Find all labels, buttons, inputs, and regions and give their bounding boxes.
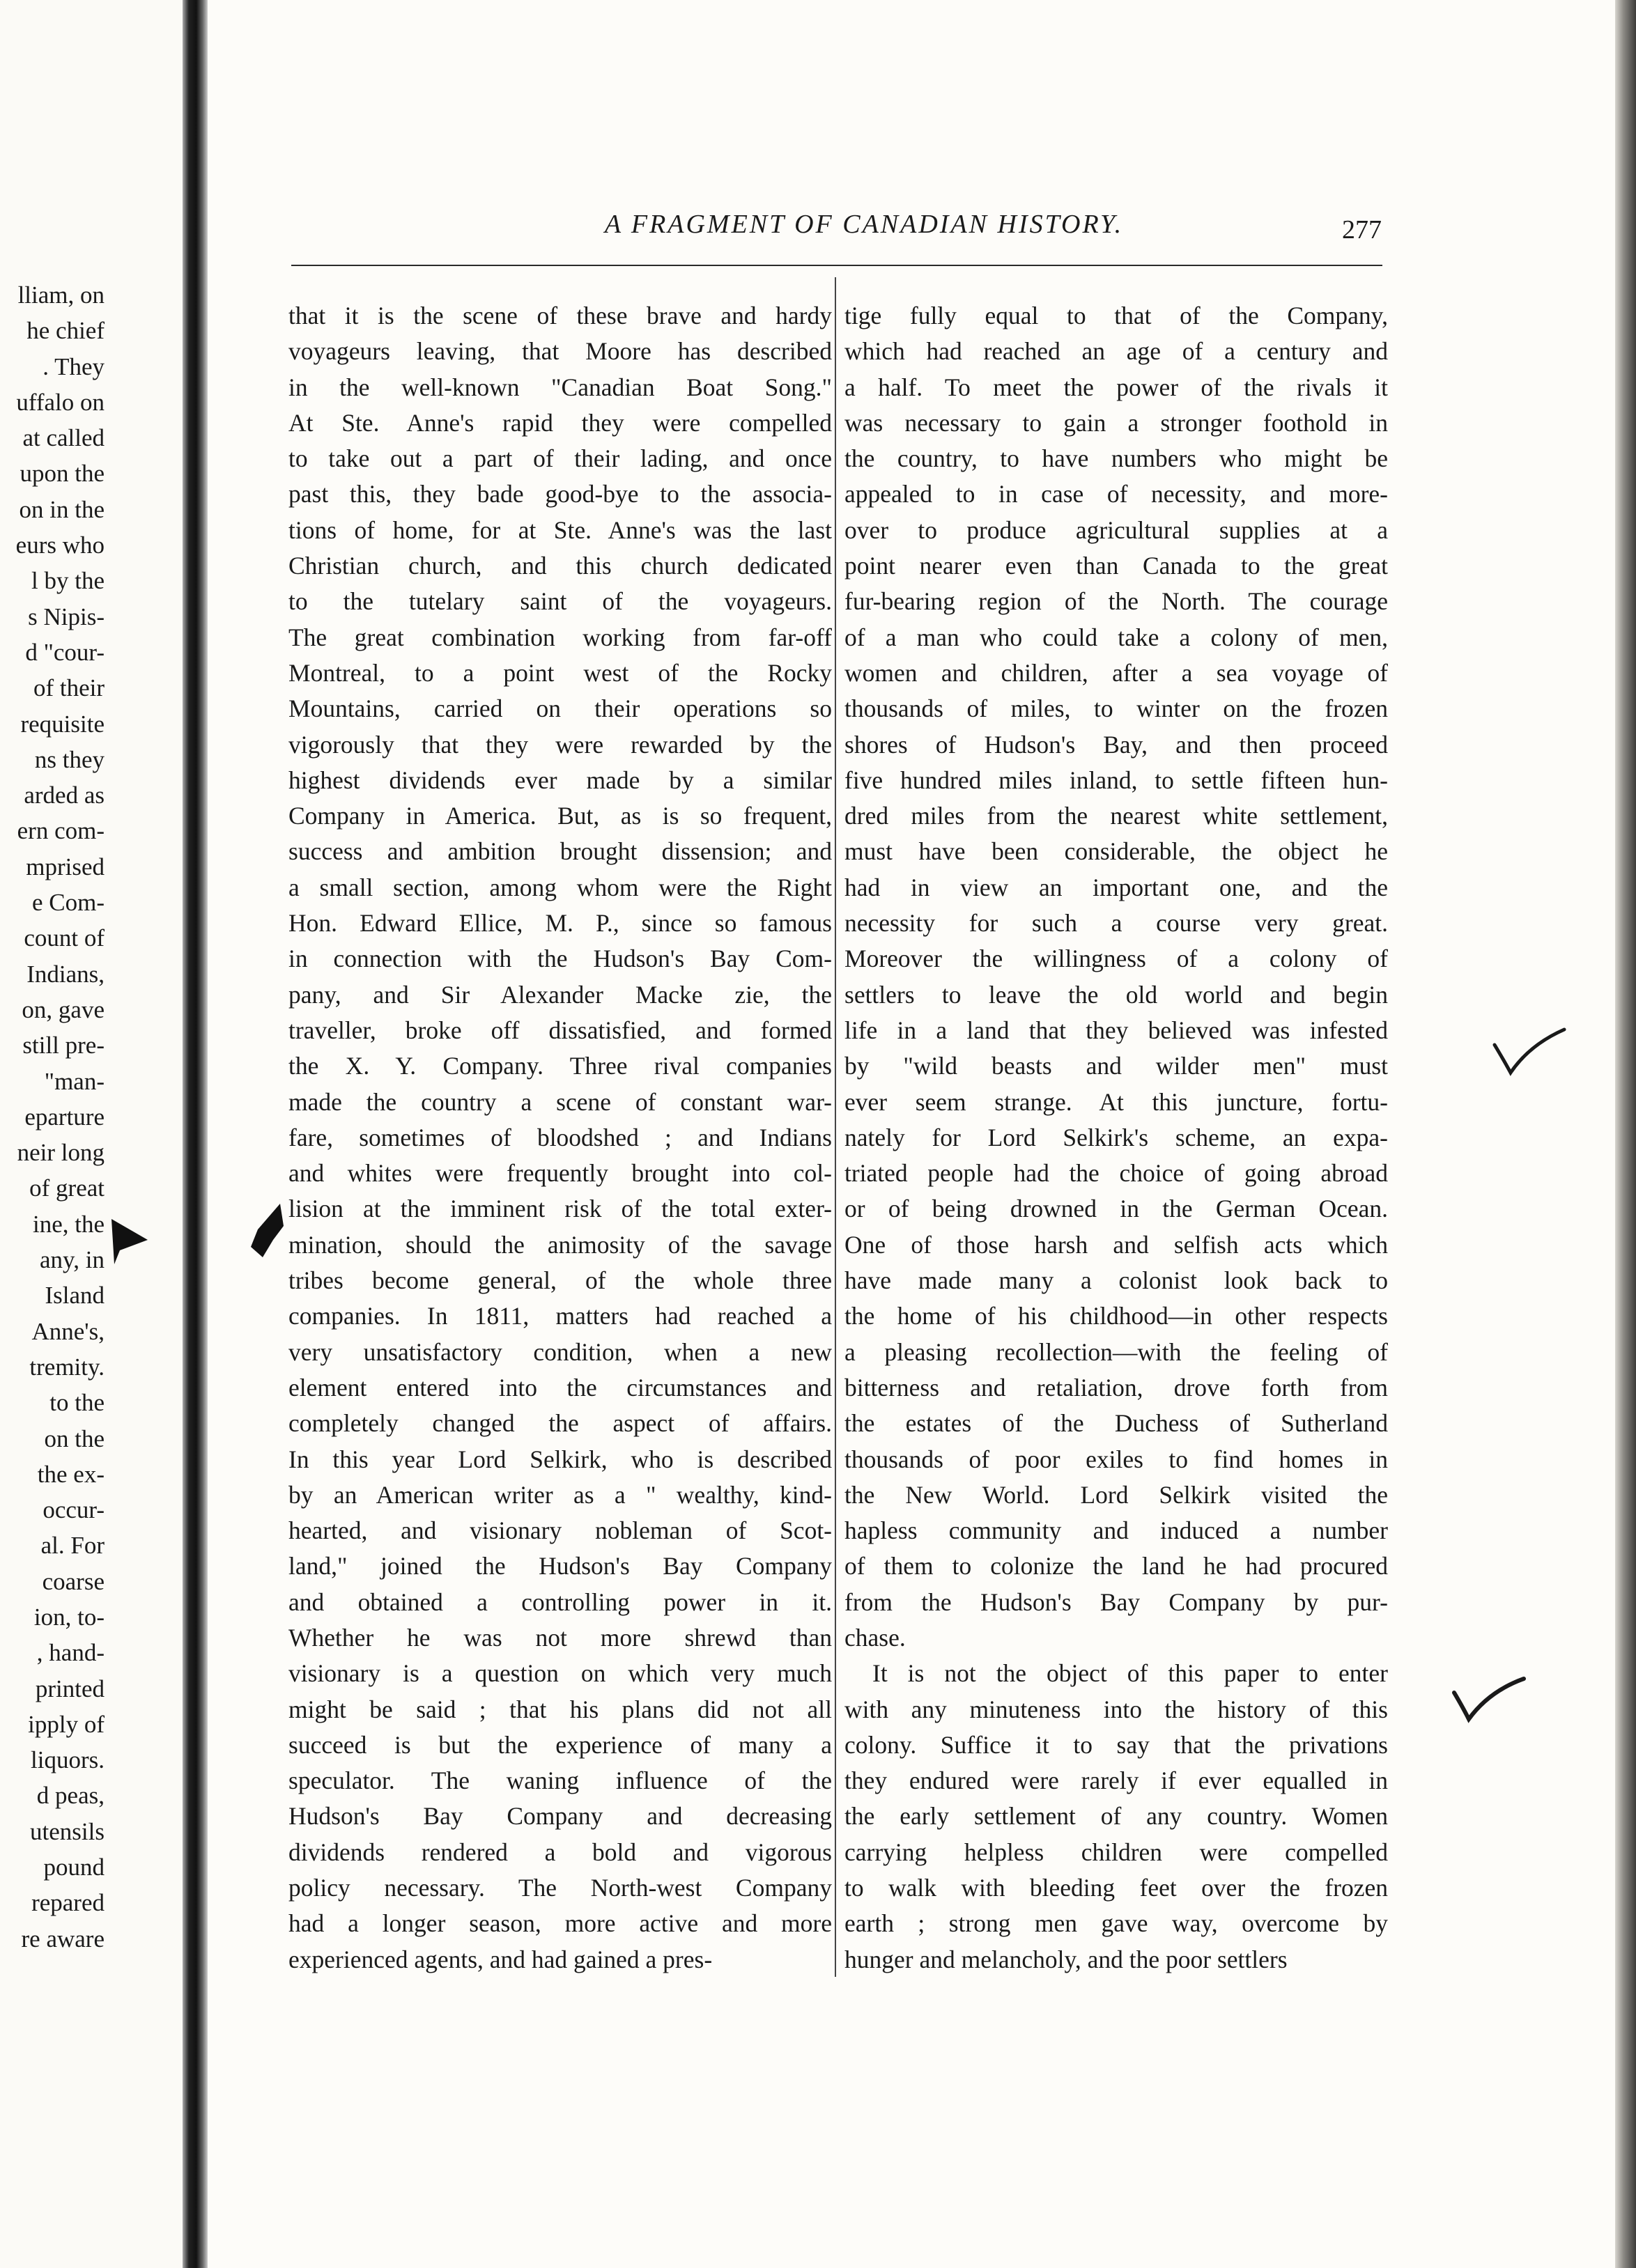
text-line: chase.: [844, 1623, 906, 1652]
checkmark-icon: [1491, 1024, 1568, 1080]
text-line: succeed is but the experience of many a: [288, 1730, 832, 1759]
text-line: settlers to leave the old world and begin: [844, 980, 1388, 1009]
text-line: the home of his childhood—in other respects: [844, 1302, 1388, 1330]
text-line: a half. To meet the power of the rivals it: [844, 373, 1388, 401]
left-column: [288, 298, 832, 1978]
prev-page-line: still pre-: [22, 1032, 105, 1059]
prev-page-line: coarse: [42, 1567, 105, 1595]
text-line: vigorously that they were rewarded by the: [288, 730, 832, 759]
prev-page-line: occur-: [43, 1496, 105, 1524]
text-line: thousands of miles, to winter on the frozen: [844, 694, 1388, 723]
text-line: bitterness and retaliation, drove forth from: [844, 1373, 1388, 1401]
text-line: Christian church, and this church dedicated: [288, 552, 832, 580]
text-line: highest dividends ever made by a similar: [288, 766, 832, 794]
text-line: traveller, broke off dissatisfied, and formed: [288, 1016, 832, 1044]
text-line: had in view an important one, and the: [844, 873, 1388, 901]
checkmark-icon: [1451, 1672, 1527, 1727]
text-line: The great combination working from far-off: [288, 623, 832, 651]
header-rule: [291, 265, 1382, 266]
text-line: in the well-known "Canadian Boat Song.": [288, 373, 832, 401]
prev-page-line: pound: [43, 1854, 105, 1881]
text-line: have made many a colonist look back to: [844, 1266, 1388, 1295]
text-line: to the tutelary saint of the voyageurs.: [288, 587, 832, 616]
prev-page-line: upon the: [20, 460, 105, 488]
prev-page-line: on, gave: [22, 995, 105, 1023]
text-line: a small section, among whom were the Right: [288, 873, 832, 901]
prev-page-line: liquors.: [31, 1746, 105, 1774]
prev-page-line: count of: [24, 924, 105, 952]
text-line: which had reached an age of a century and: [844, 337, 1388, 366]
previous-page: [0, 0, 196, 2268]
hand-pointer-icon: [245, 1198, 287, 1261]
text-line: companies. In 1811, matters had reached a: [288, 1302, 832, 1330]
text-line: visionary is a question on which very much: [288, 1659, 832, 1688]
prev-page-line: the ex-: [37, 1460, 105, 1488]
text-line: tige fully equal to that of the Company,: [844, 302, 1388, 329]
text-line: that it is the scene of these brave and hardy: [288, 302, 832, 329]
text-line: tribes become general, of the whole three: [288, 1266, 832, 1295]
prev-page-line: to the: [49, 1389, 105, 1417]
text-line: hunger and melancholy, and the poor settlers: [844, 1945, 1288, 1973]
text-line: One of those harsh and selfish acts which: [844, 1230, 1388, 1259]
prev-page-line: s Nipis-: [28, 603, 105, 630]
text-line: and obtained a controlling power in it.: [288, 1587, 832, 1616]
hand-pointer-icon: [106, 1212, 162, 1268]
text-line: ever seem strange. At this juncture, fortu-: [844, 1087, 1388, 1116]
text-line: Mountains, carried on their operations so: [288, 694, 832, 723]
prev-page-line: ipply of: [28, 1710, 105, 1738]
previous-page-text: [0, 277, 105, 1957]
prev-page-line: d peas,: [36, 1782, 105, 1810]
text-line: five hundred miles inland, to settle fifteen hun-: [844, 766, 1388, 794]
text-line: dividends rendered a bold and vigorous: [288, 1838, 832, 1866]
text-line: Montreal, to a point west of the Rocky: [288, 658, 832, 687]
text-line: point nearer even than Canada to the great: [844, 552, 1388, 580]
text-line: Moreover the willingness of a colony of: [844, 945, 1388, 973]
book-gutter: [183, 0, 208, 2268]
text-line: element entered into the circumstances and: [288, 1373, 832, 1401]
text-line: life in a land that they believed was infested: [844, 1016, 1388, 1044]
text-line: or of being drowned in the German Ocean.: [844, 1195, 1388, 1223]
text-line: appealed to in case of necessity, and more-: [844, 480, 1388, 508]
text-line: mination, should the animosity of the savage: [288, 1230, 832, 1259]
text-line: success and ambition brought dissension; and: [288, 837, 832, 866]
prev-page-line: any, in: [40, 1246, 105, 1274]
text-line: shores of Hudson's Bay, and then proceed: [844, 730, 1388, 759]
prev-page-line: lliam, on: [17, 281, 105, 309]
text-line: very unsatisfactory condition, when a new: [288, 1337, 832, 1366]
text-line: nately for Lord Selkirk's scheme, an expa-: [844, 1123, 1388, 1151]
prev-page-line: at called: [22, 424, 105, 452]
text-line: earth ; strong men gave way, overcome by: [844, 1909, 1388, 1938]
text-line: voyageurs leaving, that Moore has described: [288, 337, 832, 366]
prev-page-line: neir long: [17, 1139, 105, 1167]
right-column: [844, 298, 1388, 1978]
prev-page-line: ion, to-: [33, 1603, 105, 1631]
prev-page-line: re aware: [21, 1925, 105, 1952]
text-line: hapless community and induced a number: [844, 1516, 1388, 1545]
text-line: to walk with bleeding feet over the frozen: [844, 1874, 1388, 1902]
prev-page-line: ern com-: [17, 817, 105, 845]
text-line: Hudson's Bay Company and decreasing: [288, 1802, 832, 1831]
text-line: with any minuteness into the history of this: [844, 1695, 1388, 1723]
prev-page-line: eurs who: [15, 531, 105, 559]
text-line: the estates of the Duchess of Sutherland: [844, 1409, 1388, 1438]
text-line: lision at the imminent risk of the total exter-: [288, 1195, 832, 1223]
text-line: dred miles from the nearest white settlement,: [844, 802, 1388, 830]
text-line: speculator. The waning influence of the: [288, 1766, 832, 1795]
prev-page-line: ine, the: [32, 1210, 105, 1238]
prev-page-line: mprised: [26, 853, 105, 880]
prev-page-line: uffalo on: [16, 388, 105, 416]
text-line: they endured were rarely if ever equalled in: [844, 1766, 1388, 1795]
text-line: of them to colonize the land he had procured: [844, 1552, 1388, 1580]
text-line: triated people had the choice of going abroad: [844, 1159, 1388, 1188]
prev-page-line: requisite: [20, 710, 105, 738]
text-line: policy necessary. The North-west Company: [288, 1874, 832, 1902]
text-line: tions of home, for at Ste. Anne's was the last: [288, 515, 832, 544]
prev-page-line: eparture: [24, 1103, 105, 1131]
text-line: a pleasing recollection—with the feeling of: [844, 1337, 1388, 1366]
text-line: experienced agents, and had gained a pres-: [288, 1945, 713, 1973]
prev-page-line: of their: [33, 674, 105, 702]
running-head: A FRAGMENT OF CANADIAN HISTORY.: [604, 210, 1124, 239]
text-line: made the country a scene of constant war-: [288, 1087, 832, 1116]
text-line: Whether he was not more shrewd than: [288, 1623, 832, 1652]
text-line: and whites were frequently brought into col-: [288, 1159, 832, 1188]
page-edge-shadow: [1615, 0, 1636, 2268]
prev-page-line: arded as: [24, 782, 105, 809]
text-line: In this year Lord Selkirk, who is described: [288, 1445, 832, 1473]
prev-page-line: tremity.: [29, 1353, 105, 1381]
text-line: past this, they bade good-bye to the associa-: [288, 480, 832, 508]
text-line: to take out a part of their lading, and once: [288, 444, 832, 473]
text-line: carrying helpless children were compelled: [844, 1838, 1388, 1866]
text-line: from the Hudson's Bay Company by pur-: [844, 1587, 1388, 1616]
text-line: thousands of poor exiles to find homes in: [844, 1445, 1388, 1473]
text-line: was necessary to gain a stronger foothold in: [844, 408, 1388, 437]
text-line: had a longer season, more active and more: [288, 1909, 832, 1938]
prev-page-line: d "cour-: [25, 638, 105, 666]
text-line: Company in America. But, as is so frequent,: [288, 802, 832, 830]
prev-page-line: ns they: [34, 745, 105, 773]
prev-page-line: Island: [45, 1282, 105, 1310]
prev-page-line: e Com-: [31, 889, 105, 917]
prev-page-line: printed: [35, 1675, 105, 1702]
text-line: of a man who could take a colony of men,: [844, 623, 1388, 651]
prev-page-line: on the: [44, 1424, 105, 1452]
text-line: the early settlement of any country. Women: [844, 1802, 1388, 1831]
text-line: completely changed the aspect of affairs.: [288, 1409, 832, 1438]
text-line: fur-bearing region of the North. The courage: [844, 587, 1388, 616]
text-line: pany, and Sir Alexander Macke zie, the: [288, 980, 832, 1009]
prev-page-line: "man-: [44, 1067, 105, 1095]
prev-page-line: he chief: [26, 317, 105, 345]
text-line: Hon. Edward Ellice, M. P., since so famous: [288, 909, 832, 938]
text-line: by "wild beasts and wilder men" must: [844, 1052, 1388, 1080]
text-line: over to produce agricultural supplies at a: [844, 515, 1388, 544]
prev-page-line: utensils: [30, 1817, 105, 1845]
text-line: the New World. Lord Selkirk visited the: [844, 1480, 1388, 1509]
prev-page-line: Anne's,: [31, 1317, 105, 1345]
text-line: It is not the object of this paper to enter: [872, 1659, 1388, 1688]
prev-page-line: al. For: [40, 1532, 105, 1560]
text-line: the country, to have numbers who might be: [844, 444, 1388, 473]
text-line: in connection with the Hudson's Bay Com-: [288, 945, 832, 973]
text-line: must have been considerable, the object he: [844, 837, 1388, 866]
prev-page-line: , hand-: [36, 1639, 105, 1667]
text-line: hearted, and visionary nobleman of Scot-: [288, 1516, 832, 1545]
prev-page-line: Indians,: [26, 960, 105, 988]
text-line: colony. Suffice it to say that the privations: [844, 1730, 1388, 1759]
text-line: might be said ; that his plans did not all: [288, 1695, 832, 1723]
page-number: 277: [1342, 215, 1382, 244]
text-line: necessity for such a course very great.: [844, 909, 1388, 938]
prev-page-line: on in the: [19, 495, 105, 523]
column-divider: [835, 277, 836, 1977]
prev-page-line: . They: [43, 352, 105, 380]
text-line: fare, sometimes of bloodshed ; and Indians: [288, 1123, 832, 1151]
prev-page-line: repared: [31, 1889, 105, 1917]
text-line: by an American writer as a " wealthy, kind-: [288, 1480, 832, 1509]
text-line: women and children, after a sea voyage of: [844, 658, 1388, 687]
text-line: At Ste. Anne's rapid they were compelled: [288, 408, 832, 437]
prev-page-line: l by the: [31, 567, 105, 595]
text-line: land," joined the Hudson's Bay Company: [288, 1552, 832, 1580]
text-line: the X. Y. Company. Three rival companies: [288, 1052, 832, 1080]
prev-page-line: of great: [29, 1174, 105, 1202]
